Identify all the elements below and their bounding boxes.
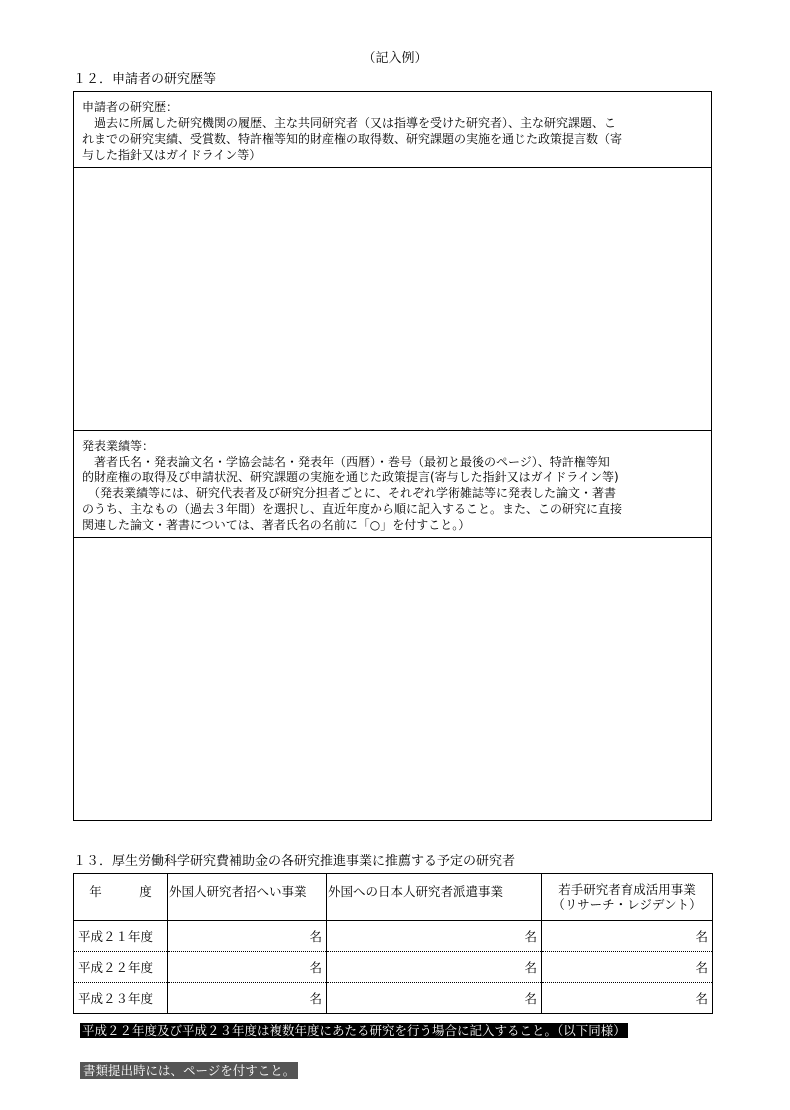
table-header-row <box>74 874 713 921</box>
history-entry-area[interactable] <box>74 168 711 429</box>
publications-line: （発表業績等には、研究代表者及び研究分担者ごとに、それぞれ学術雑誌等に発表した論文・著書 <box>82 486 617 500</box>
table-row <box>74 921 713 952</box>
section-13-title: １３．厚生労働科学研究費補助金の各研究推進事業に推薦する予定の研究者 <box>73 854 516 869</box>
row-year: 平成２３年度 <box>74 983 168 1014</box>
publications-line: のうち、主なもの（過去３年間）を選択し、直近年度から順に記入すること。また、この研究に直接 <box>82 502 623 516</box>
header-young-researcher <box>542 874 713 921</box>
example-label: （記入例） <box>362 51 428 66</box>
young-researcher-count-cell[interactable]: 名 <box>542 983 713 1014</box>
recommended-researchers-table <box>73 873 713 1014</box>
table-row <box>74 983 713 1014</box>
table-row <box>74 952 713 983</box>
young-researcher-count-cell[interactable]: 名 <box>542 952 713 983</box>
dispatch-count-cell[interactable]: 名 <box>327 921 542 952</box>
publications-entry-area[interactable] <box>74 538 711 820</box>
page-number-note-text: 書類提出時には、ページを付すこと。 <box>80 1062 298 1079</box>
young-researcher-count-cell[interactable]: 名 <box>542 921 713 952</box>
history-line: 過去に所属した研究機関の履歴、主な共同研究者（又は指導を受けた研究者）、主な研究課題、こ <box>82 116 617 130</box>
publications-heading: 発表業績等： <box>82 439 155 453</box>
header-dispatch: 外国への日本人研究者派遣事業 <box>327 874 542 921</box>
divider <box>73 430 712 431</box>
publications-line: 著者氏名・発表論文名・学協会誌名・発表年（西暦）・巻号（最初と最後のページ）、特許権等知 <box>82 455 610 469</box>
publications-line: 関連した論文・著書については、著者氏名の名前に「○」を付すこと。） <box>82 518 471 532</box>
row-year: 平成２２年度 <box>74 952 168 983</box>
page-number-note <box>80 1061 298 1079</box>
section-12-title: １２．申請者の研究歴等 <box>73 72 217 87</box>
invitation-count-cell[interactable]: 名 <box>168 952 327 983</box>
history-heading: 申請者の研究歴： <box>82 100 179 114</box>
dispatch-count-cell[interactable]: 名 <box>327 983 542 1014</box>
dispatch-count-cell[interactable]: 名 <box>327 952 542 983</box>
history-line: 与した指針又はガイドライン等） <box>82 148 262 162</box>
header-young-researcher-line1: 若手研究者育成活用事業 <box>558 882 696 897</box>
publications-line: 的財産権の取得及び申請状況、研究課題の実施を通じた政策提言(寄与した指針又はガイドライン等) <box>82 470 619 484</box>
invitation-count-cell[interactable]: 名 <box>168 983 327 1014</box>
invitation-count-cell[interactable]: 名 <box>168 921 327 952</box>
multi-year-note-text: 平成２２年度及び平成２３年度は複数年度にあたる研究を行う場合に記入すること。（以下同様） <box>82 1023 626 1038</box>
history-line: れまでの研究実績、受賞数、特許権等知的財産権の取得数、研究課題の実施を通じた政策提言数（寄 <box>82 132 623 146</box>
header-invitation: 外国人研究者招へい事業 <box>168 874 327 921</box>
header-year: 年 度 <box>74 874 168 921</box>
multi-year-note <box>80 1021 628 1039</box>
header-young-researcher-line2: （リサーチ・レジデント） <box>552 897 702 912</box>
row-year: 平成２１年度 <box>74 921 168 952</box>
